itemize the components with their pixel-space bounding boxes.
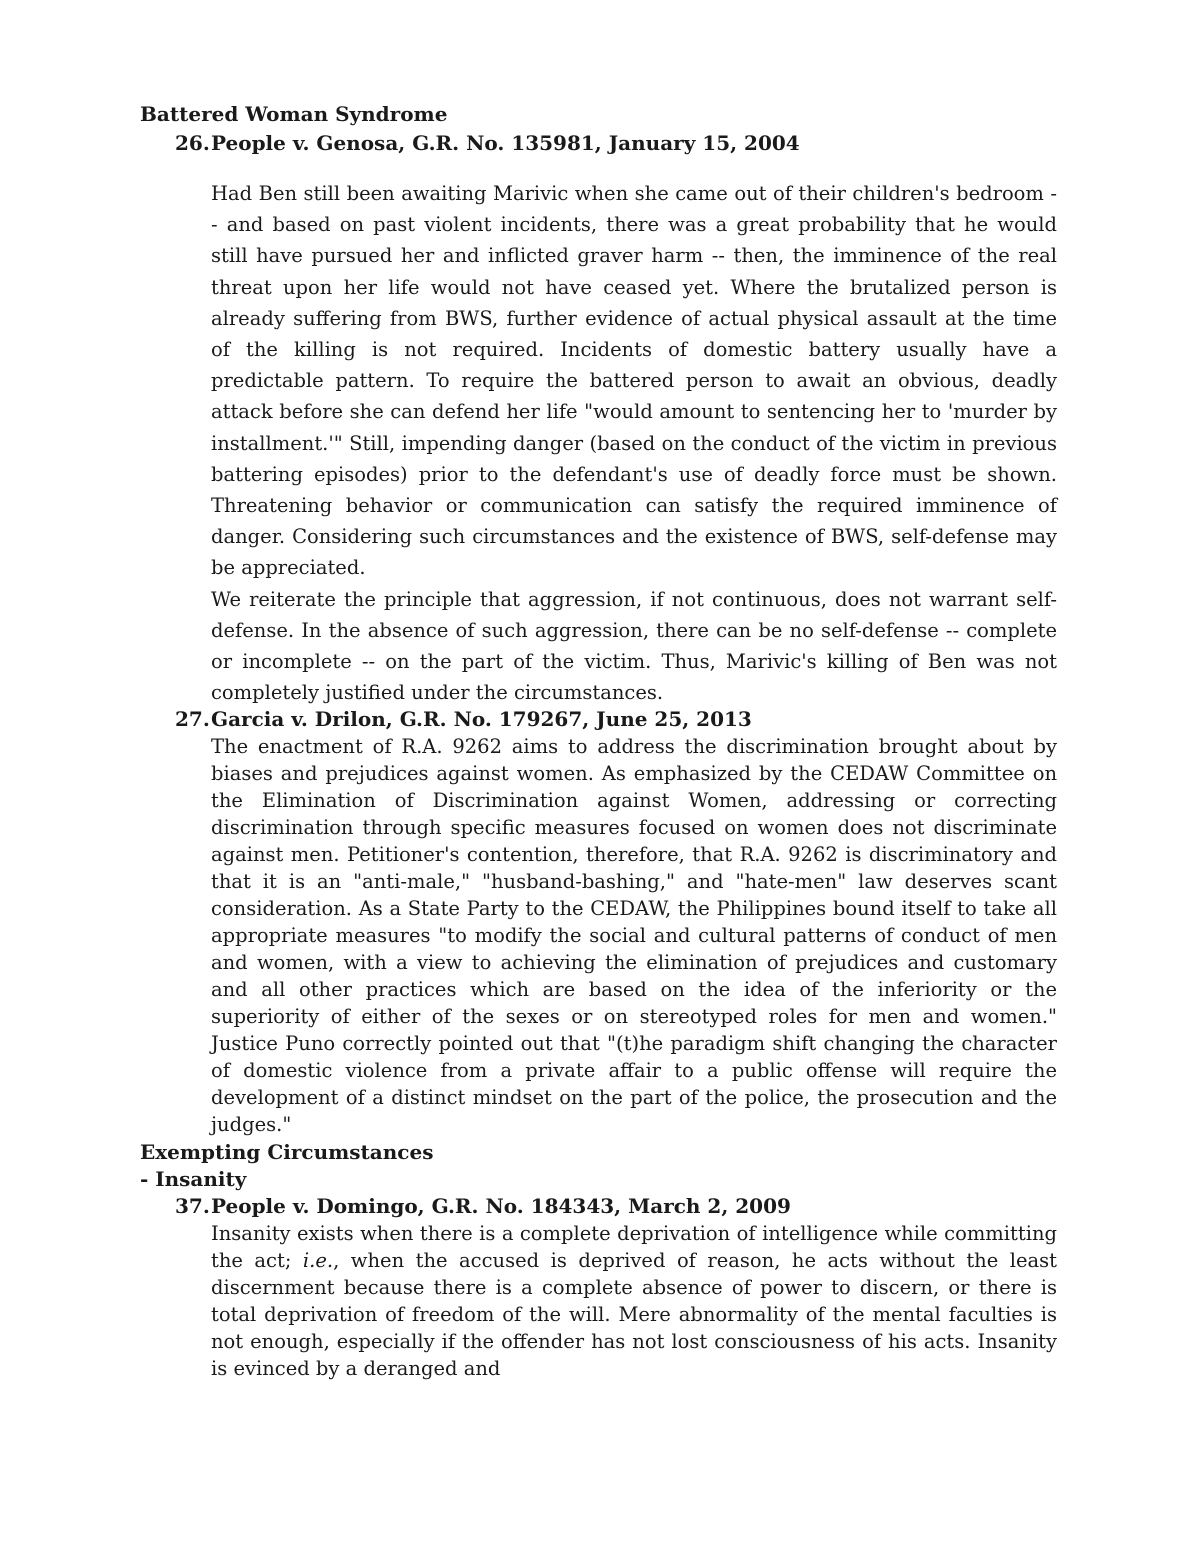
case-37-text-before: Insanity exists when there is a complete deprivation of intelligence while committing the act; (211, 1222, 1057, 1272)
case-37-text-after: , when the accused is deprived of reason, he acts without the least discernment because there is a complete absence of power to discern, or there is total deprivation of freedom of the will. Mere abnormality of the mental faculties is not enough, especially if the offender has not lost consciousness of his acts. Insanity is evinced by a deranged and (211, 1249, 1057, 1380)
case-26-paragraph-2: We reiterate the principle that aggression, if not continuous, does not warrant self-defense. In the absence of such aggression, there can be no self-defense -- complete or incomplete -- on the part of the victim. Thus, Marivic's killing of Ben was not completely justified under the circumstances. (211, 587, 1057, 705)
case-26-number: 26. (175, 131, 210, 155)
section-heading-exempting-circumstances: Exempting Circumstances (140, 1140, 434, 1164)
case-26-title-text: People v. Genosa, G.R. No. 135981, January 15, 2004 (211, 131, 800, 155)
case-27-title-text: Garcia v. Drilon, G.R. No. 179267, June 25, 2013 (211, 707, 752, 731)
case-37-text-italic: i.e. (302, 1249, 334, 1272)
case-27-number: 27. (175, 707, 210, 731)
case-37-number: 37. (175, 1194, 210, 1218)
case-27-body (211, 733, 1057, 1138)
case-26-body (211, 178, 1057, 708)
case-37-title-text: People v. Domingo, G.R. No. 184343, March 2, 2009 (211, 1194, 791, 1218)
subheading-insanity: - Insanity (140, 1167, 247, 1191)
section-heading-battered-woman-syndrome: Battered Woman Syndrome (140, 102, 448, 126)
case-37-title (175, 1193, 791, 1220)
case-27-paragraph: The enactment of R.A. 9262 aims to address the discrimination brought about by biases and prejudices against women. As emphasized by the CEDAW Committee on the Elimination of Discrimination against Women, addressing or correcting discrimination through specific measures focused on women does not discriminate against men. Petitioner's contention, therefore, that R.A. 9262 is discriminatory and that it is an "anti-male," "husband-bashing," and "hate-men" law deserves scant consideration. As a State Party to the CEDAW, the Philippines bound itself to take all appropriate measures "to modify the social and cultural patterns of conduct of men and women, with a view to achieving the elimination of prejudices and customary and all other practices which are based on the idea of the inferiority or the superiority of either of the sexes or on stereotyped roles for men and women." Justice Puno correctly pointed out that "(t)he paradigm shift changing the character of domestic violence from a private affair to a public offense will require the development of a distinct mindset on the part of the police, the prosecution and the judges." (211, 735, 1057, 1136)
case-26-paragraph-1: Had Ben still been awaiting Marivic when she came out of their children's bedroom -- and based on past violent incidents, there was a great probability that he would still have pursued her and inflicted graver harm -- then, the imminence of the real threat upon her life would not have ceased yet. Where the brutalized person is already suffering from BWS, further evidence of actual physical assault at the time of the killing is not required. Incidents of domestic battery usually have a predictable pattern. To require the battered person to await an obvious, deadly attack before she can defend her life "would amount to sentencing her to 'murder by installment.'" Still, impending danger (based on the conduct of the victim in previous battering episodes) prior to the defendant's use of deadly force must be shown. Threatening behavior or communication can satisfy the required imminence of danger. Considering such circumstances and the existence of BWS, self-defense may be appreciated. (211, 182, 1057, 580)
case-26-title (175, 130, 800, 157)
case-27-title (175, 706, 752, 733)
case-37-paragraph (211, 1220, 1057, 1382)
case-37-body (211, 1220, 1057, 1382)
